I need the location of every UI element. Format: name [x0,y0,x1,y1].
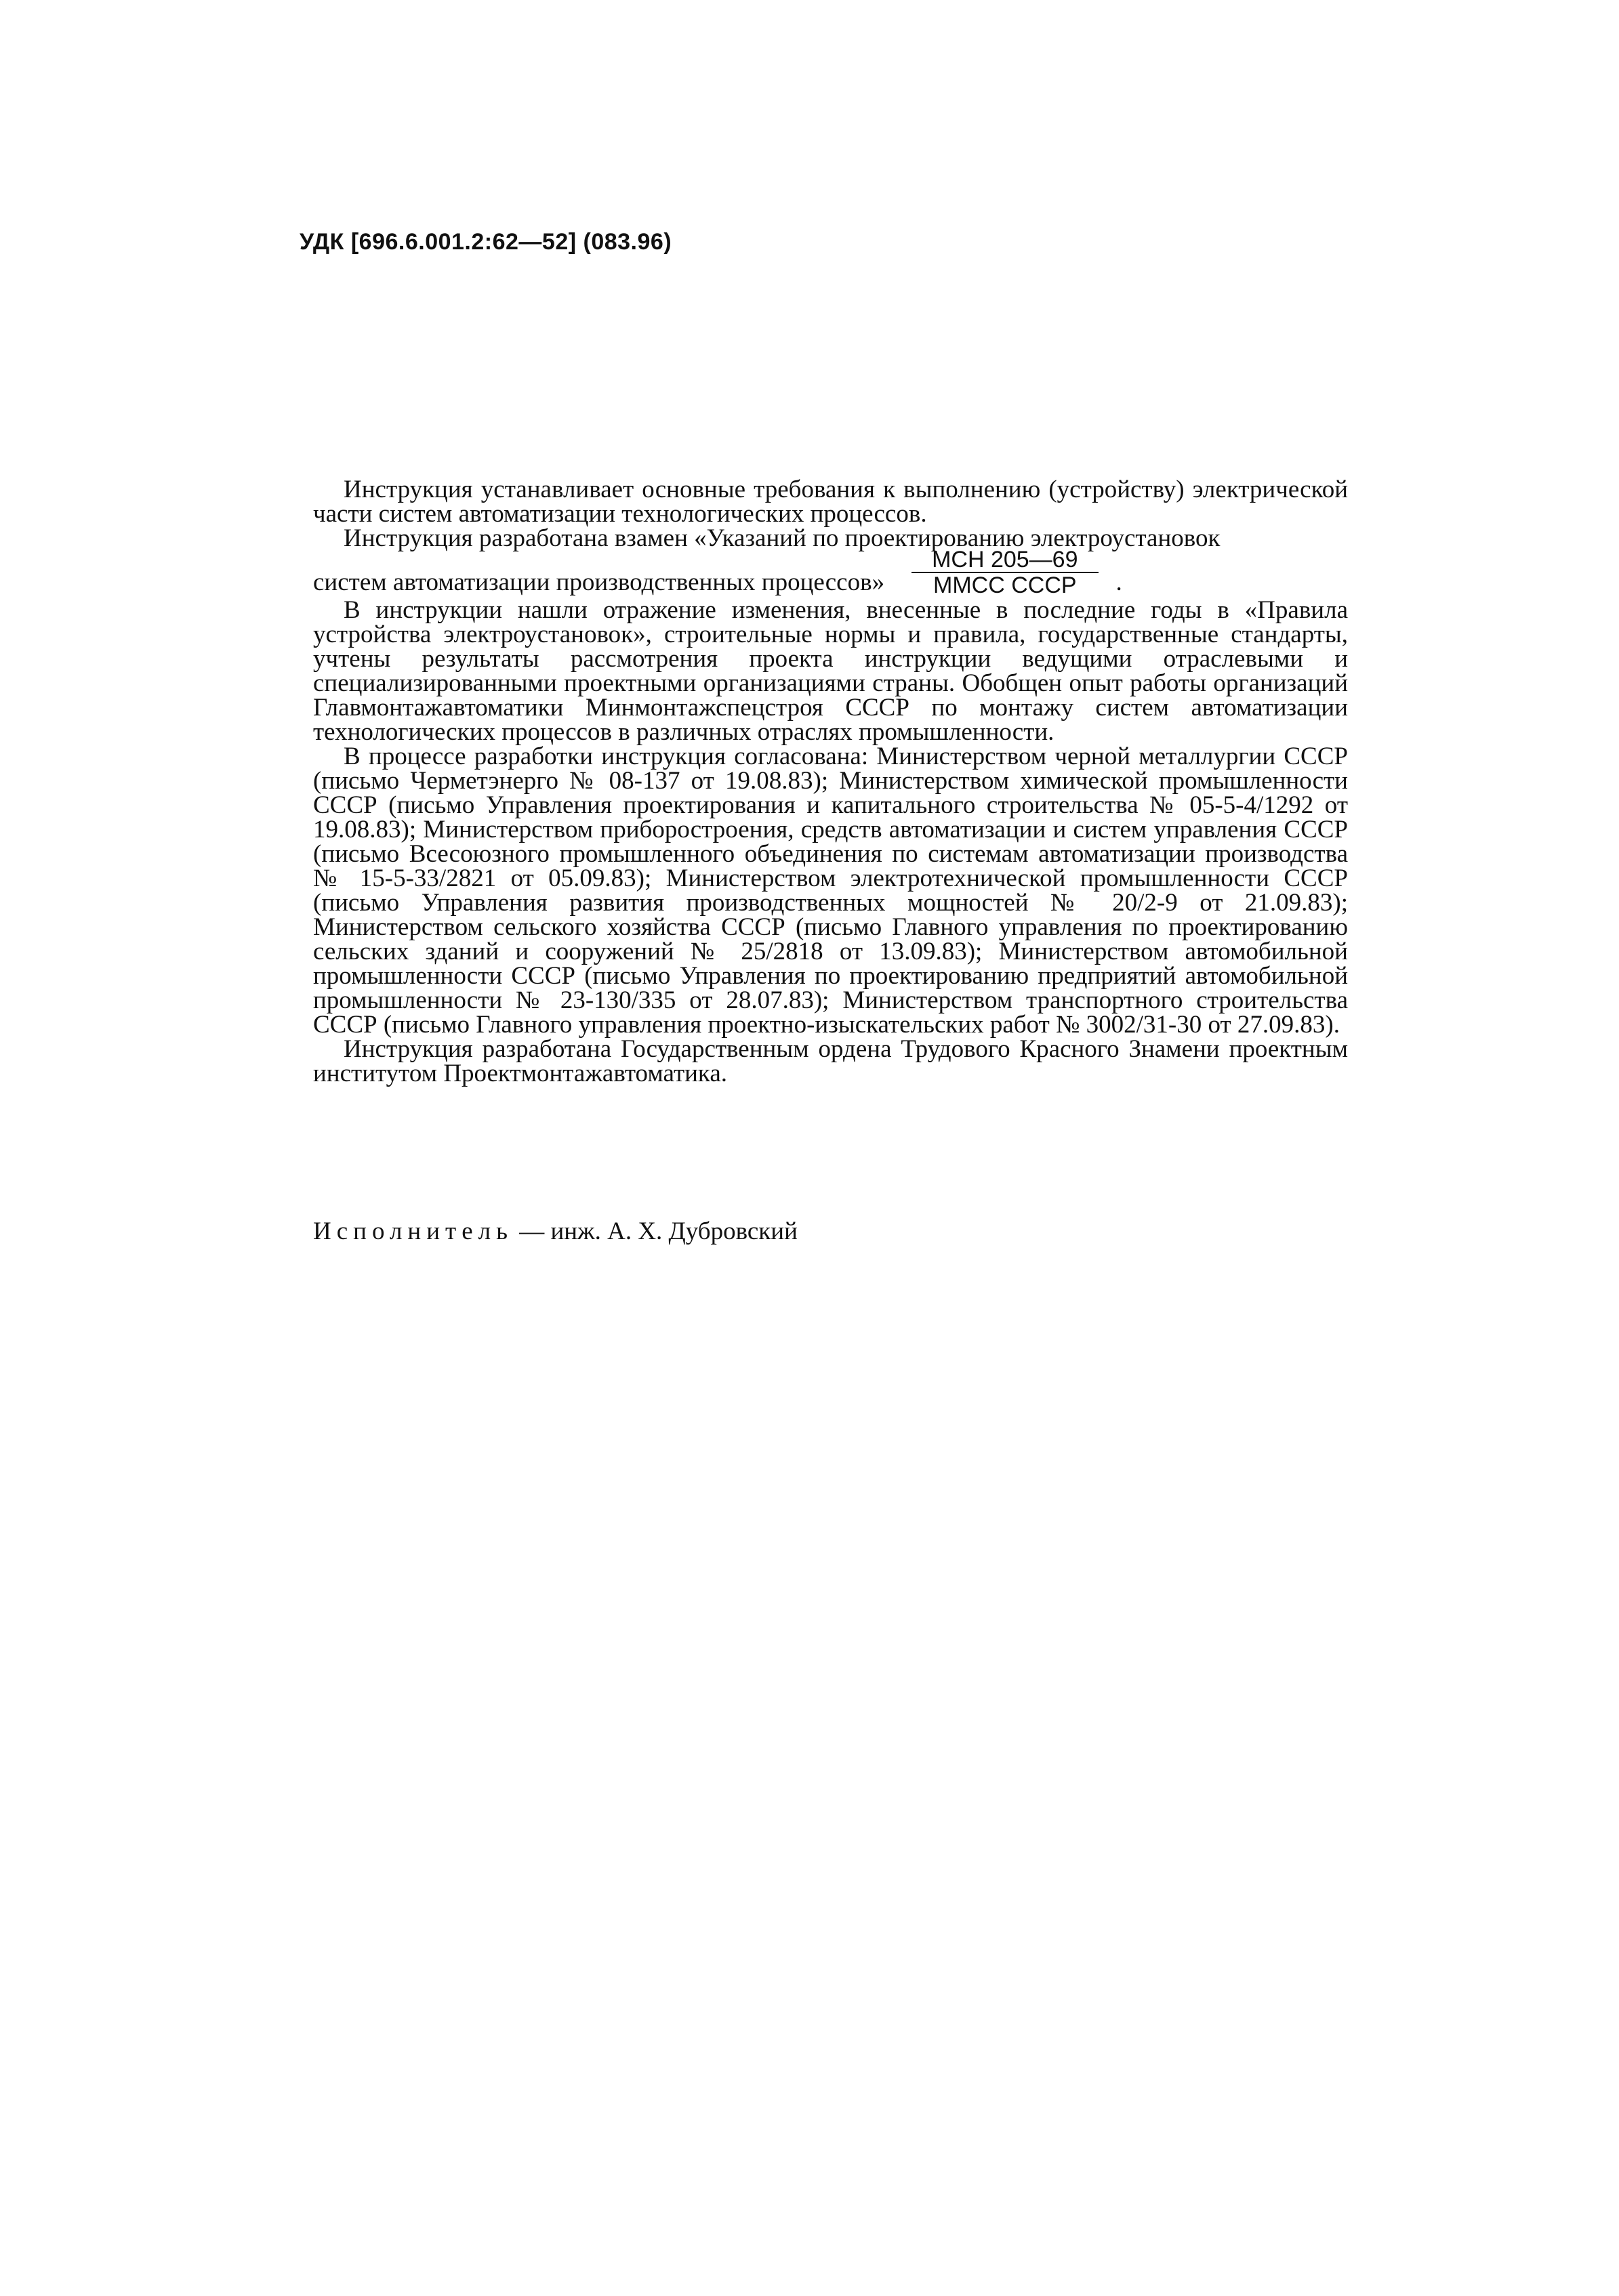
paragraph-approvals: В процессе разработки инструкция согласована: Министерством черной металлургии СССР (письмо Черметэнерго № 08-137 от 19.08.83); Министерством химической промышленности СССР (письмо Управления проектирования и капитального строительства № 05-5-4/1292 от 19.08.83); Министерством приборостроения, средств автоматизации и систем управления СССР (письмо Всесоюзного промышленного объединения по системам автоматизации производства № 15-5-33/2821 от 05.09.83); Министерством электротехнической промышленности СССР (письмо Управления развития производственных мощностей № 20/2-9 от 21.09.83); Министерством сельского хозяйства СССР (письмо Главного управления по проектированию сельских зданий и сооружений № 25/2818 от 13.09.83); Министерством автомобильной промышленности СССР (письмо Управления по проектированию предприятий автомобильной промышленности № 23-130/335 от 28.07.83); Министерством транспортного строительства СССР (письмо Главного управления проектно-изыскательских работ № 3002/31-30 от 27.09.83). [313,743,1348,1039]
fraction-denominator: ММСС СССР [933,572,1077,598]
udk-code: УДК [696.6.001.2:62—52] (083.96) [300,229,672,255]
executor-name: — инж. А. Х. Дубровский [512,1217,798,1245]
paragraph-developer: Инструкция разработана Государственным ордена Трудового Красного Знамени проектным институтом Проектмонтажавтоматика. [313,1035,1348,1087]
executor-label: Исполнитель [313,1217,513,1245]
paragraph-purpose: Инструкция устанавливает основные требования к выполнению (устройству) электрической части систем автоматизации технологических процессов. [313,476,1348,528]
executor-line [313,1217,798,1246]
paragraph-changes: В инструкции нашли отражение изменения, внесенные в последние годы в «Правила устройства электроустановок», строительные нормы и правила, государственные стандарты, учтены результаты рассмотрения проекта инструкции ведущими отраслевыми и специализированными проектными организациями страны. Обобщен опыт работы организаций Главмонтажавтоматики Минмонтажспецстроя СССР по монтажу систем автоматизации технологических процессов в различных отраслях промышленности. [313,596,1348,746]
document-body [313,478,1348,1086]
fraction-numerator: МСН 205—69 [911,547,1098,573]
replacement-end-period: . [1115,568,1122,596]
norm-fraction [911,547,1098,598]
paragraph-replacement-start: Инструкция разработана взамен «Указаний по проектированию электроустановок [344,524,1221,552]
replacement-lead-text: систем автоматизации производственных процессов» [313,568,885,596]
paragraph-replacement-fraction-line [313,547,1348,598]
